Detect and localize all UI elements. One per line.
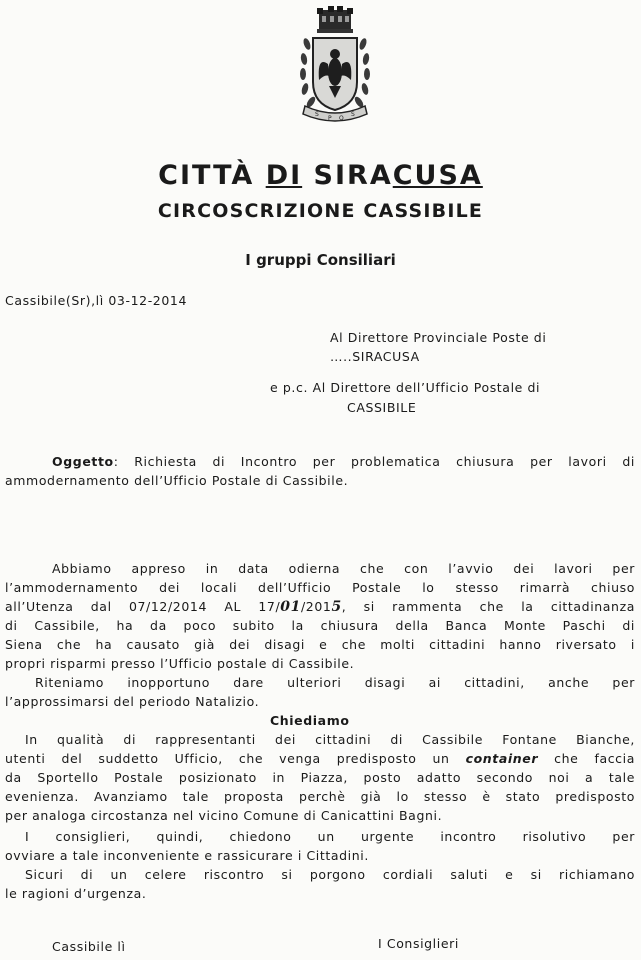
footer-signers: I Consiglieri	[378, 936, 459, 951]
body-line: evenienza. Avanziamo tale proposta perchè già lo stesso è stato predisposto	[5, 789, 635, 804]
body-line: ovviare a tale inconveniente e rassicurare i Cittadini.	[5, 848, 369, 863]
crown-icon	[317, 6, 353, 33]
svg-text:S: S	[315, 111, 319, 118]
body-line: le ragioni d’urgenza.	[5, 886, 147, 901]
svg-text:S: S	[351, 111, 355, 118]
body-line: l’ammodernamento dei locali dell’Ufficio Postale lo stesso rimarrà chiuso	[5, 580, 635, 595]
handwritten-correction: 5	[331, 599, 342, 615]
body-line: Siena che ha causato già dei disagi e che molti cittadini hanno riversato i	[5, 637, 635, 652]
sender-group: I gruppi Consiliari	[245, 251, 396, 269]
coat-of-arms-emblem	[295, 4, 375, 132]
svg-text:Q: Q	[339, 115, 344, 122]
body-line: Abbiamo appreso in data odierna che con l’avvio dei lavori per	[52, 561, 635, 576]
document-title: CITTÀ DI SIRACUSA	[158, 160, 483, 191]
recipient-line-2: …..SIRACUSA	[330, 349, 420, 364]
body-line: per analoga circostanza nel vicino Comune di Canicattini Bagni.	[5, 808, 443, 823]
recipient-line-3: e p.c. Al Direttore dell’Ufficio Postale di	[270, 380, 541, 395]
svg-text:P: P	[328, 115, 332, 122]
subject-line-2: ammodernamento dell’Ufficio Postale di Cassibile.	[5, 473, 349, 488]
body-line: In qualità di rappresentanti dei cittadini di Cassibile Fontane Bianche,	[25, 732, 635, 747]
subject-line-1: Oggetto: Richiesta di Incontro per problematica chiusura per lavori di	[52, 454, 635, 469]
body-line-dates: all’Utenza dal 07/12/2014 AL 17/01/2015, si rammenta che la cittadinanza	[5, 599, 635, 615]
body-line: Sicuri di un celere riscontro si porgono cordiali saluti e si richiamano	[25, 867, 635, 882]
body-line: propri risparmi presso l’Ufficio postale di Cassibile.	[5, 656, 355, 671]
place-date: Cassibile(Sr),lì 03-12-2014	[5, 293, 188, 308]
body-line: Riteniamo inopportuno dare ulteriori disagi ai cittadini, anche per	[35, 675, 635, 690]
body-line: da Sportello Postale posizionato in Piazza, posto adatto secondo noi a tale	[5, 770, 635, 785]
body-line: l’approssimarsi del periodo Natalizio.	[5, 694, 260, 709]
section-heading: Chiediamo	[270, 713, 350, 728]
body-line: di Cassibile, ha da poco subito la chiusura della Banca Monte Paschi di	[5, 618, 635, 633]
handwritten-correction: 01	[280, 599, 301, 615]
body-line-container: utenti del suddetto Ufficio, che venga predisposto un container che faccia	[5, 751, 635, 766]
document-subtitle: CIRCOSCRIZIONE CASSIBILE	[157, 200, 484, 222]
recipient-line-1: Al Direttore Provinciale Poste di	[330, 330, 547, 345]
footer-place: Cassibile lì	[52, 939, 126, 954]
recipient-line-4: CASSIBILE	[347, 400, 417, 415]
body-line: I consiglieri, quindi, chiedono un urgente incontro risolutivo per	[25, 829, 635, 844]
